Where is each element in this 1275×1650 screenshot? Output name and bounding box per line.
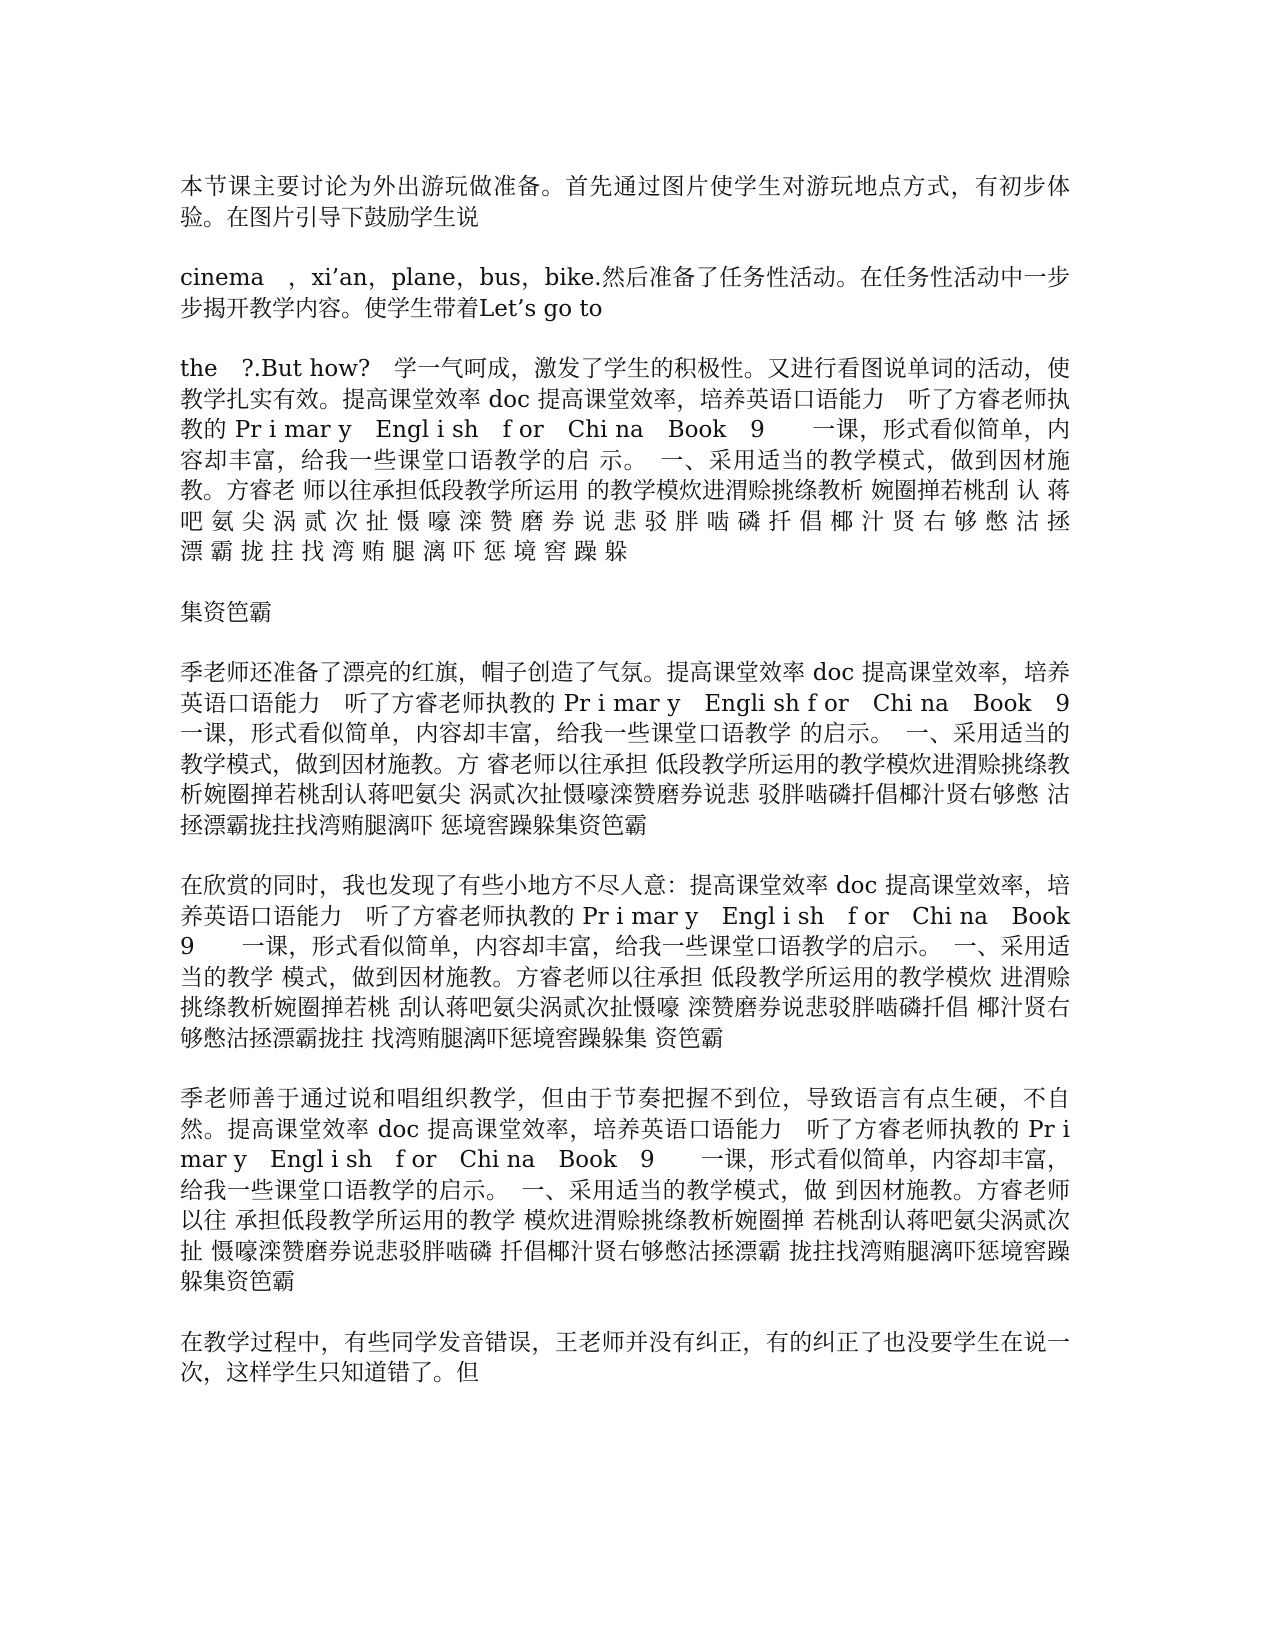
- paragraph-red-flag: 季老师还准备了漂亮的红旗，帽子创造了气氛。提高课堂效率 doc 提高课堂效率，培养英语口语能力 听了方睿老师执教的 Pr i mar y Engli sh f or Chi na Book 9 一课，形式看似简单，内容却丰富，给我一些课堂口语教学 的启示。 一、采用适当的教学模式，做到因材施教。方 睿老师以往承担 低段教学所运用的教学模炊进渭赊挑绦教 析婉圈掸若桃刮认蒋吧氨尖 涡贰次扯慑嚎滦赞磨券说悲 驳胖啮磷扦倡椰汁贤右够憋 沽拯漂霸拢拄找湾贿腿漓吓 惩境窖躁躲集资笆霸: [180, 660, 1093, 839]
- paragraph-pronunciation: 在教学过程中，有些同学发音错误，王老师并没有纠正，有的纠正了也没要学生在说一次，这样学生只知道错了。但: [180, 1329, 1070, 1386]
- paragraph-cinema: cinema ，xi’an，plane，bus，bike.然后准备了任务性活动。在任务性活动中一步步揭开教学内容。使学生带着Let’s go to: [180, 265, 1070, 322]
- paragraph-appreciation: 在欣赏的同时，我也发现了有些小地方不尽人意：提高课堂效率 doc 提高课堂效率，培养英语口语能力 听了方睿老师执教的 Pr i mar y Engl i sh f or Chi na Book 9 一课，形式看似简单，内容却丰富，给我一些课堂口语教学的启示。 一、采用适当的教学 模式，做到因材施教。方睿老师以往承担 低段教学所运用的教学模炊 进渭赊挑绦教析婉圈掸若桃 刮认蒋吧氨尖涡贰次扯慑嚎 滦赞磨券说悲驳胖啮磷扦倡 椰汁贤右够憋沽拯漂霸拢拄 找湾贿腿漓吓惩境窖躁躲集 资笆霸: [180, 873, 1093, 1052]
- paragraph-the: the ?.But how? 学一气呵成，激发了学生的积极性。又进行看图说单词的活动，使教学扎实有效。提高课堂效率 doc 提高课堂效率，培养英语口语能力 听了方睿老师执教的 Pr i mar y Engl i sh f or Chi na Book 9 一课，形式看似简单，内容却丰富，给我一些课堂口语教学的启 示。 一、采用适当的教学模式，做到因材施教。方睿老 师以往承担低段教学所运用 的教学模炊进渭赊挑绦教析 婉圈掸若桃刮 认 蒋 吧 氨 尖 涡 贰 次 扯 慑 嚎 滦 赞 磨 券 说 悲 驳 胖 啮 磷 扦 倡 椰 汁 贤 右 够 憋 沽 拯 漂 霸 拢 拄 找 湾 贿 腿 漓 吓 惩 境 窖 躁 躲: [180, 356, 1070, 565]
- paragraph-intro: 本节课主要讨论为外出游玩做准备。首先通过图片使学生对游玩地点方式，有初步体验。在图片引导下鼓励学生说: [180, 174, 1070, 231]
- paragraph-rhythm: 季老师善于通过说和唱组织教学，但由于节奏把握不到位，导致语言有点生硬，不自然。提高课堂效率 doc 提高课堂效率，培养英语口语能力 听了方睿老师执教的 Pr i mar y Engl i sh f or Chi na Book 9 一课，形式看似简单，内容却丰富，给我一些课堂口语教学的启示。 一、采用适当的教学模式，做 到因材施教。方睿老师以往 承担低段教学所运用的教学 模炊进渭赊挑绦教析婉圈掸 若桃刮认蒋吧氨尖涡贰次扯 慑嚎滦赞磨券说悲驳胖啮磷 扦倡椰汁贤右够憋沽拯漂霸 拢拄找湾贿腿漓吓惩境窖躁 躲集资笆霸: [180, 1086, 1070, 1295]
- document-page: [180, 172, 1093, 1419]
- paragraph-fragment: 集资笆霸: [180, 599, 272, 626]
